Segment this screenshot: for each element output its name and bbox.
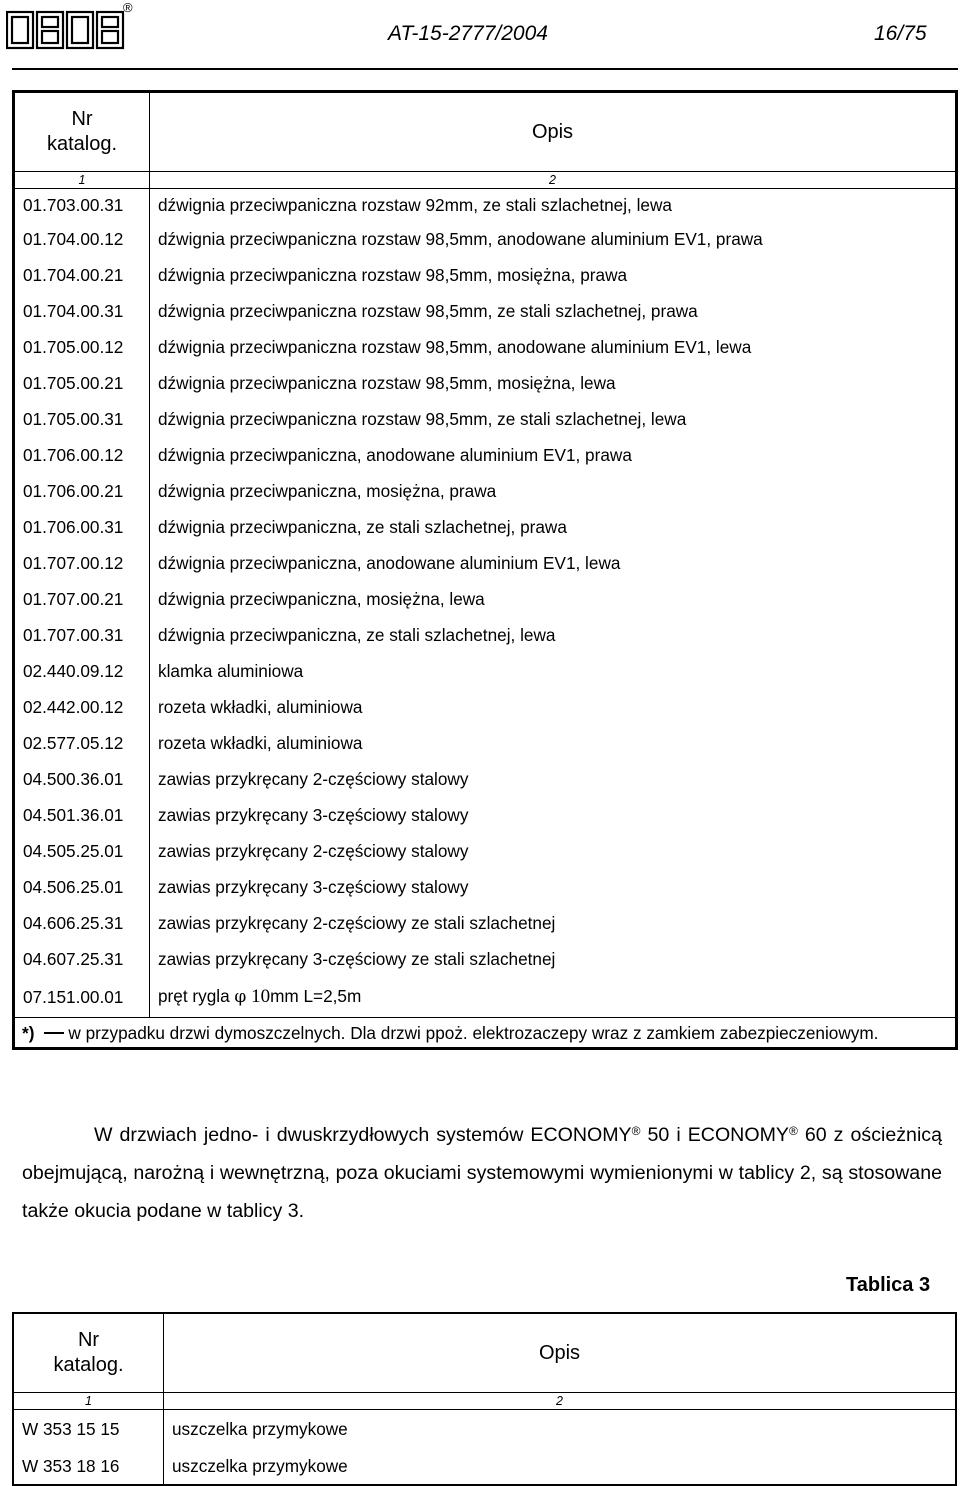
table-row <box>13 1410 956 1449</box>
catalog-code: 04.506.25.01 <box>14 869 150 905</box>
itb-logo-icon <box>6 6 136 52</box>
description: dźwignia przeciwpaniczna rozstaw 98,5mm, anodowane aluminium EV1, prawa <box>158 229 763 249</box>
body-paragraph: W drzwiach jedno- i dwuskrzydłowych systemów ECONOMY® 50 i ECONOMY® 60 z ościeżnicą obejmującą, narożną i wewnętrzną, poza okuciami systemowymi wymienionymi w tablicy 2, są stosowane także okucia podane w tablicy 3. <box>22 1124 942 1222</box>
description: rozeta wkładki, aluminiowa <box>158 697 363 717</box>
table-row <box>14 473 957 509</box>
page-number: 16/75 <box>874 22 927 45</box>
description: zawias przykręcany 2-częściowy stalowy <box>158 841 469 861</box>
footnote: *) w przypadku drzwi dymoszczelnych. Dla drzwi ppoż. elektrozaczepy wraz z zamkiem zabezpieczeniowym. <box>14 1018 957 1049</box>
table-row <box>14 257 957 293</box>
table-row <box>14 761 957 797</box>
catalog-code: W 353 18 16 <box>13 1448 164 1485</box>
catalog-code: 01.706.00.21 <box>14 473 150 509</box>
description: dźwignia przeciwpaniczna, anodowane aluminium EV1, prawa <box>158 445 632 465</box>
catalog-code: 02.577.05.12 <box>14 725 150 761</box>
description: dźwignia przeciwpaniczna, mosiężna, lewa <box>158 589 485 609</box>
catalog-code: 01.707.00.12 <box>14 545 150 581</box>
table-row <box>14 905 957 941</box>
description: dźwignia przeciwpaniczna rozstaw 98,5mm, mosiężna, prawa <box>158 265 628 285</box>
col-number-1: 1 <box>14 172 150 189</box>
table-row <box>14 581 957 617</box>
col-number-2: 2 <box>164 1393 957 1410</box>
table-row <box>14 365 957 401</box>
description: zawias przykręcany 3-częściowy ze stali szlachetnej <box>158 949 556 969</box>
description: zawias przykręcany 3-częściowy stalowy <box>158 805 469 825</box>
description: dźwignia przeciwpaniczna rozstaw 92mm, ze stali szlachetnej, lewa <box>158 195 672 215</box>
description: uszczelka przymykowe <box>172 1456 348 1476</box>
table-row <box>14 689 957 725</box>
table-row <box>14 797 957 833</box>
catalog-code: 01.706.00.12 <box>14 437 150 473</box>
col-header-description: Opis <box>164 1313 957 1393</box>
table-row <box>14 329 957 365</box>
col-number-2: 2 <box>150 172 957 189</box>
description: dźwignia przeciwpaniczna, mosiężna, prawa <box>158 481 497 501</box>
catalog-code: 01.706.00.31 <box>14 509 150 545</box>
catalog-code: 04.606.25.31 <box>14 905 150 941</box>
catalog-code: 01.703.00.31 <box>14 189 150 222</box>
description: rozeta wkładki, aluminiowa <box>158 733 363 753</box>
table-row <box>14 189 957 222</box>
catalog-code: 04.500.36.01 <box>14 761 150 797</box>
description: dźwignia przeciwpaniczna, anodowane aluminium EV1, lewa <box>158 553 621 573</box>
description: dźwignia przeciwpaniczna rozstaw 98,5mm, mosiężna, lewa <box>158 373 616 393</box>
description: dźwignia przeciwpaniczna rozstaw 98,5mm, anodowane aluminium EV1, lewa <box>158 337 752 357</box>
catalog-code: 01.704.00.21 <box>14 257 150 293</box>
description: zawias przykręcany 2-częściowy ze stali szlachetnej <box>158 913 556 933</box>
registered-mark: ® <box>631 1124 641 1138</box>
catalog-code: 01.705.00.21 <box>14 365 150 401</box>
catalog-code: 01.704.00.12 <box>14 221 150 257</box>
phi-symbol: φ <box>234 987 247 1007</box>
table-row <box>14 509 957 545</box>
table-row <box>14 293 957 329</box>
table-row <box>14 725 957 761</box>
catalog-code: 01.705.00.31 <box>14 401 150 437</box>
description: uszczelka przymykowe <box>172 1419 348 1439</box>
table-row <box>13 1448 956 1485</box>
registered-mark: ® <box>123 0 133 15</box>
table-row <box>14 545 957 581</box>
catalog-code: 01.707.00.31 <box>14 617 150 653</box>
catalog-code: 02.442.00.12 <box>14 689 150 725</box>
description: zawias przykręcany 2-częściowy stalowy <box>158 769 469 789</box>
catalog-code: 04.607.25.31 <box>14 941 150 977</box>
catalog-code: 01.704.00.31 <box>14 293 150 329</box>
table-row <box>14 221 957 257</box>
catalog-code: 01.707.00.21 <box>14 581 150 617</box>
table-row <box>14 977 957 1018</box>
table-row <box>14 401 957 437</box>
parts-table <box>12 90 958 1050</box>
catalog-code: 01.705.00.12 <box>14 329 150 365</box>
description: dźwignia przeciwpaniczna, ze stali szlachetnej, lewa <box>158 625 556 645</box>
col-header-catalog-no: Nr katalog. <box>14 92 150 172</box>
catalog-code: 02.440.09.12 <box>14 653 150 689</box>
description: klamka aluminiowa <box>158 661 304 681</box>
col-header-catalog-no: Nr katalog. <box>13 1313 164 1393</box>
table-row <box>14 617 957 653</box>
col-header-description: Opis <box>150 92 957 172</box>
table-row <box>14 941 957 977</box>
description: dźwignia przeciwpaniczna rozstaw 98,5mm, ze stali szlachetnej, prawa <box>158 301 698 321</box>
table-row <box>14 869 957 905</box>
description: zawias przykręcany 3-częściowy stalowy <box>158 877 469 897</box>
table-row <box>14 437 957 473</box>
col-number-1: 1 <box>13 1393 164 1410</box>
header-rule <box>12 68 958 70</box>
table-row <box>14 833 957 869</box>
table-3-title: Tablica 3 <box>846 1274 931 1296</box>
catalog-code: 04.505.25.01 <box>14 833 150 869</box>
document-reference: AT-15-2777/2004 <box>388 22 548 45</box>
table-row <box>14 653 957 689</box>
registered-mark: ® <box>788 1124 798 1138</box>
catalog-code: 04.501.36.01 <box>14 797 150 833</box>
catalog-code: W 353 15 15 <box>13 1410 164 1449</box>
table-3 <box>12 1312 957 1486</box>
dash-mark <box>44 1032 64 1034</box>
description: dźwignia przeciwpaniczna, ze stali szlachetnej, prawa <box>158 517 567 537</box>
catalog-code: 07.151.00.01 <box>14 977 150 1018</box>
description: dźwignia przeciwpaniczna rozstaw 98,5mm, ze stali szlachetnej, lewa <box>158 409 687 429</box>
description: pręt rygla φ 10mm L=2,5m <box>158 986 362 1007</box>
